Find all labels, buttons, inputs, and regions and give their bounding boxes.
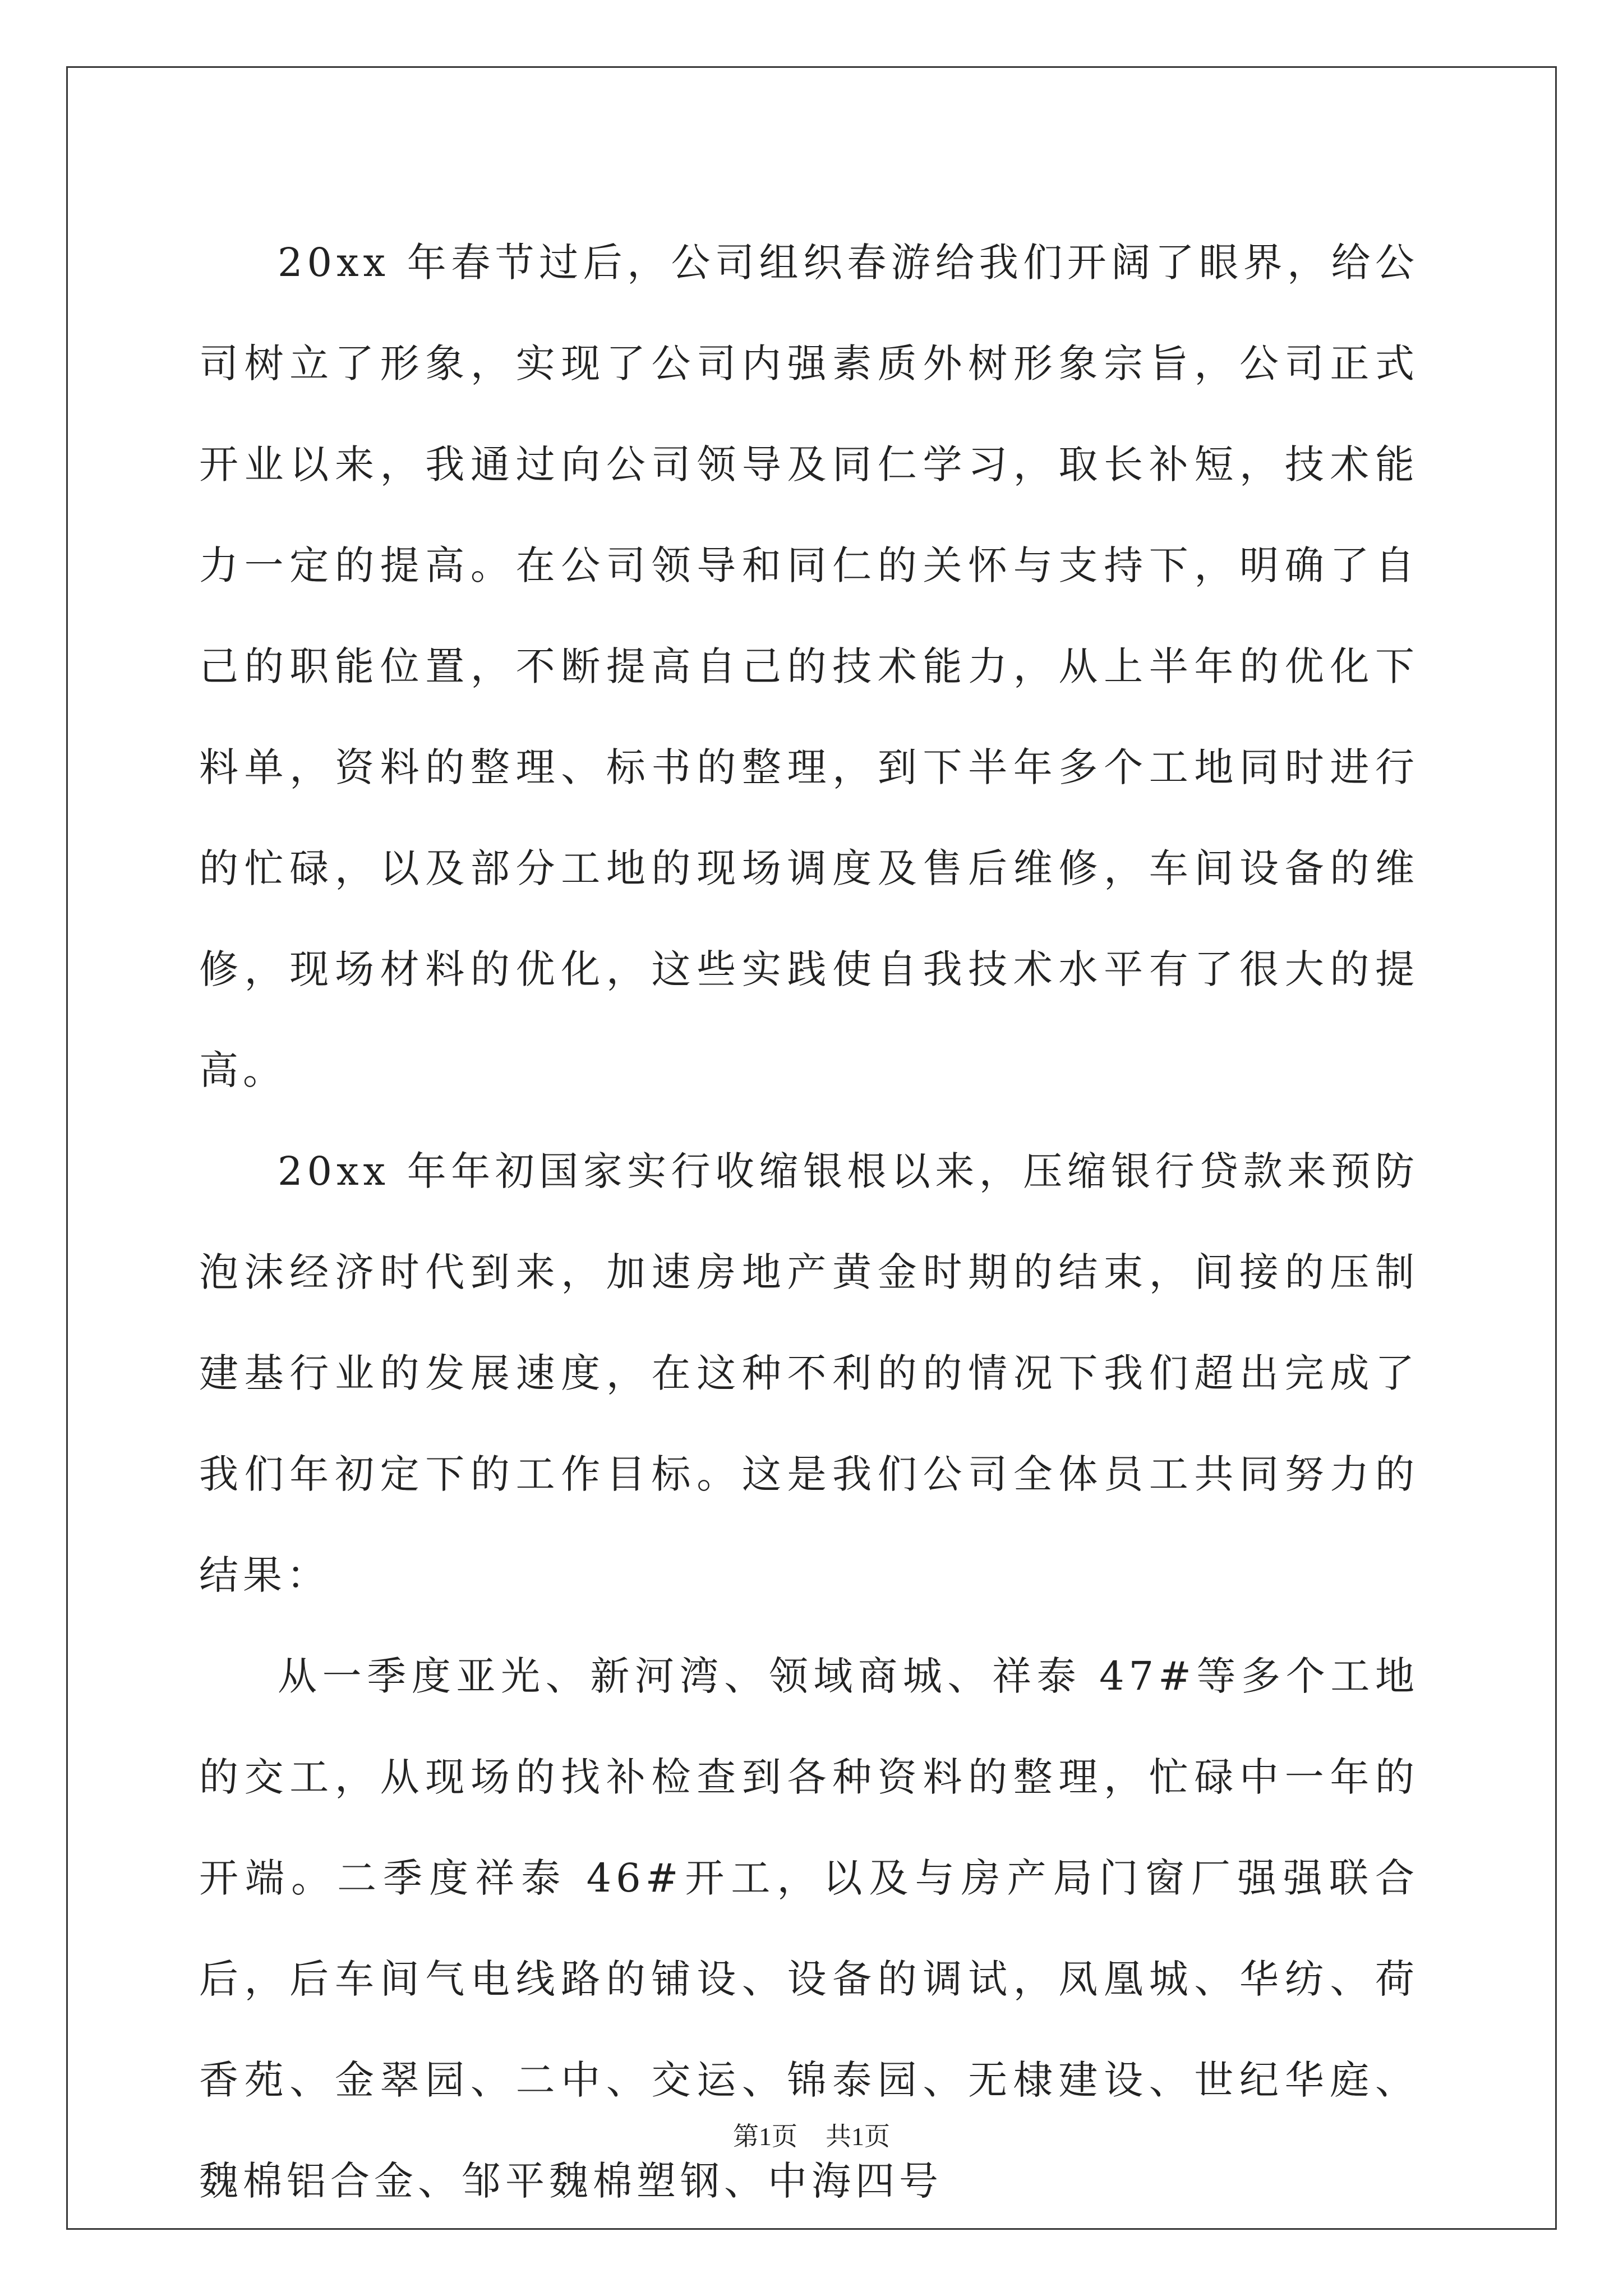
paragraph: 从一季度亚光、新河湾、领域商城、祥泰 47#等多个工地的交工，从现场的找补检查到各种资料的整理，忙碌中一年的开端。二季度祥泰 46#开工，以及与房产局门窗厂强强联合后，后车间气电线路的铺设、设备的调试，凤凰城、华纺、荷香苑、金翠园、二中、交运、锦泰园、无棣建设、世纪华庭、魏棉铝合金、邹平魏棉塑钢、中海四号 bbox=[199, 1653, 1419, 2204]
paragraph: 20xx 年春节过后，公司组织春游给我们开阔了眼界，给公司树立了形象，实现了公司内强素质外树形象宗旨，公司正式开业以来，我通过向公司领导及同仁学习，取长补短，技术能力一定的提高。在公司领导和同仁的关怀与支持下，明确了自己的职能位置，不断提高自己的技术能力，从上半年的优化下料单，资料的整理、标书的整理，到下半年多个工地同时进行的忙碌，以及部分工地的现场调度及售后维修，车间设备的维修，现场材料的优化，这些实践使自我技术水平有了很大的提高。 bbox=[199, 240, 1419, 1093]
page-footer bbox=[0, 2116, 1623, 2153]
document-body bbox=[199, 212, 1419, 2231]
page-total: 共1页 bbox=[826, 2122, 890, 2151]
paragraph: 20xx 年年初国家实行收缩银根以来，压缩银行贷款来预防泡沫经济时代到来，加速房地产黄金时期的结束，间接的压制建基行业的发展速度，在这种不利的的情况下我们超出完成了我们年初定下的工作目标。这是我们公司全体员工共同努力的结果： bbox=[199, 1148, 1419, 1598]
page-number: 第1页 bbox=[733, 2122, 797, 2151]
